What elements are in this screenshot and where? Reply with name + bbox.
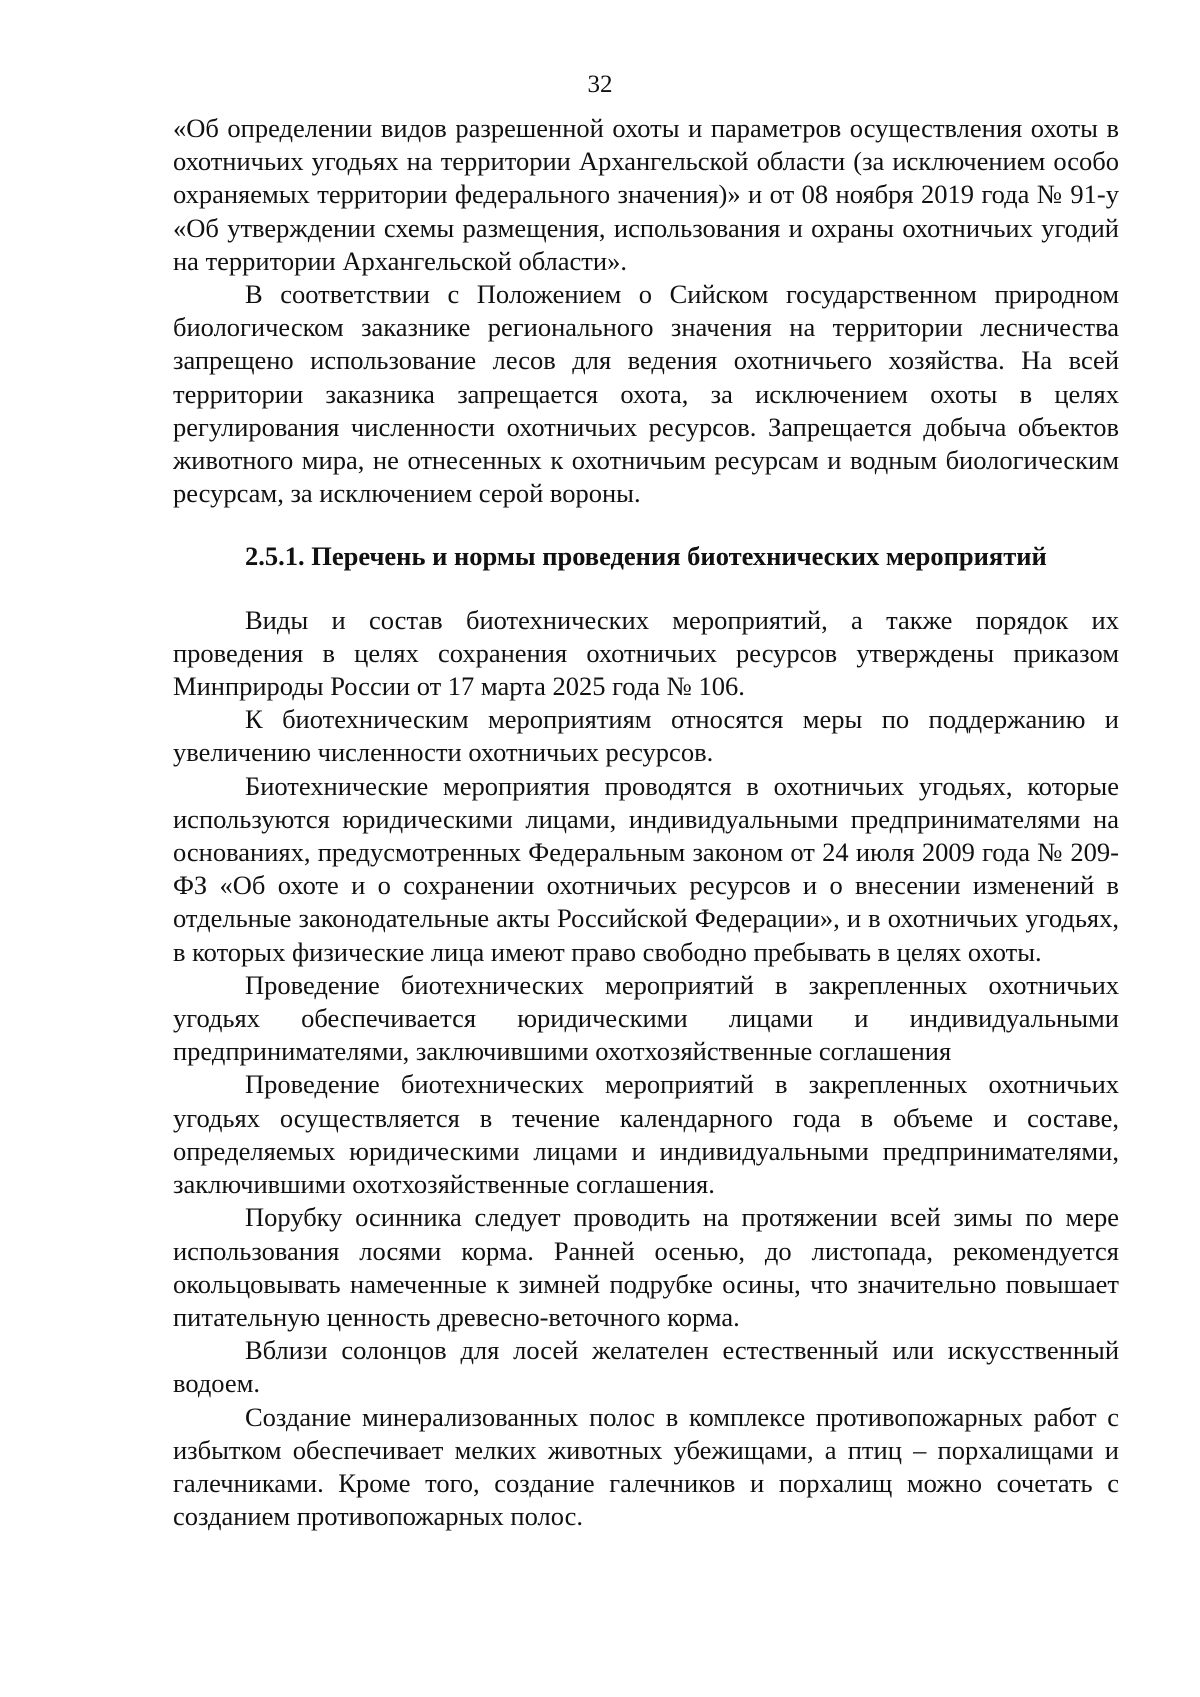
paragraph-aspen-cutting: Порубку осинника следует проводить на протяжении всей зимы по мере использования лосями корма. Ранней осенью, до листопада, рекомендуется окольцовывать намеченные к зимней подрубке осины, что значительно повышает питательную ценность древесно-веточного корма. [173,1202,1119,1332]
paragraph-where-conducted: Биотехнические мероприятия проводятся в охотничьих угодьях, которые используются юридическими лицами, индивидуальными предпринимателями на основаниях, предусмотренных Федеральным законом от 24 июля 2009 года № 209-ФЗ «Об охоте и о сохранении охотничьих ресурсов и о внесении изменений в отдельные законодательные акты Российской Федерации», и в охотничьих угодьях, в которых физические лица имеют право свободно пребывать в целях охоты. [173,770,1119,967]
body-text [173,112,1119,1533]
paragraph-measures-definition: К биотехническим мероприятиям относятся меры по поддержанию и увеличению численности охотничьих ресурсов. [173,704,1119,768]
paragraph-provided-by: Проведение биотехнических мероприятий в закрепленных охотничьих угодьях обеспечивается юридическими лицами и индивидуальными предпринимателями, заключившими охотхозяйственные соглашения [173,969,1119,1067]
paragraph-continuation: «Об определении видов разрешенной охоты и параметров осуществления охоты в охотничьих угодьях на территории Архангельской области (за исключением особо охраняемых территории федерального значения)» и от 08 ноября 2019 года № 91-у «Об утверждении схемы размещения, использования и охраны охотничьих угодий на территории Архангельской области». [173,113,1119,276]
paragraph-reserve-regulations: В соответствии с Положением о Сийском государственном природном биологическом заказнике регионального значения на территории лесничества запрещено использование лесов для ведения охотничьего хозяйства. На всей территории заказника запрещается охота, за исключением охоты в целях регулирования численности охотничьих ресурсов. Запрещается добыча объектов животного мира, не отнесенных к охотничьим ресурсам и водным биологическим ресурсам, за исключением серой вороны. [173,279,1119,509]
page-number: 32 [587,71,613,98]
section-heading: 2.5.1. Перечень и нормы проведения биотехнических мероприятий [245,541,1047,572]
paragraph-mineralized-strips: Создание минерализованных полос в комплексе противопожарных работ с избытком обеспечивает мелких животных убежищами, а птиц – порхалищами и галечниками. Кроме того, создание галечников и порхалищ можно сочетать с созданием противопожарных полос. [173,1401,1119,1532]
paragraph-calendar-year: Проведение биотехнических мероприятий в закрепленных охотничьих угодьях осуществляется в течение календарного года в объеме и составе, определяемых юридическими лицами и индивидуальными предпринимателями, заключившими охотхозяйственные соглашения. [173,1069,1119,1200]
paragraph-water-body: Вблизи солонцов для лосей желателен естественный или искусственный водоем. [173,1335,1119,1399]
paragraph-types-of-measures: Виды и состав биотехнических мероприятий, а также порядок их проведения в целях сохранения охотничьих ресурсов утверждены приказом Минприроды России от 17 марта 2025 года № 106. [173,604,1119,702]
